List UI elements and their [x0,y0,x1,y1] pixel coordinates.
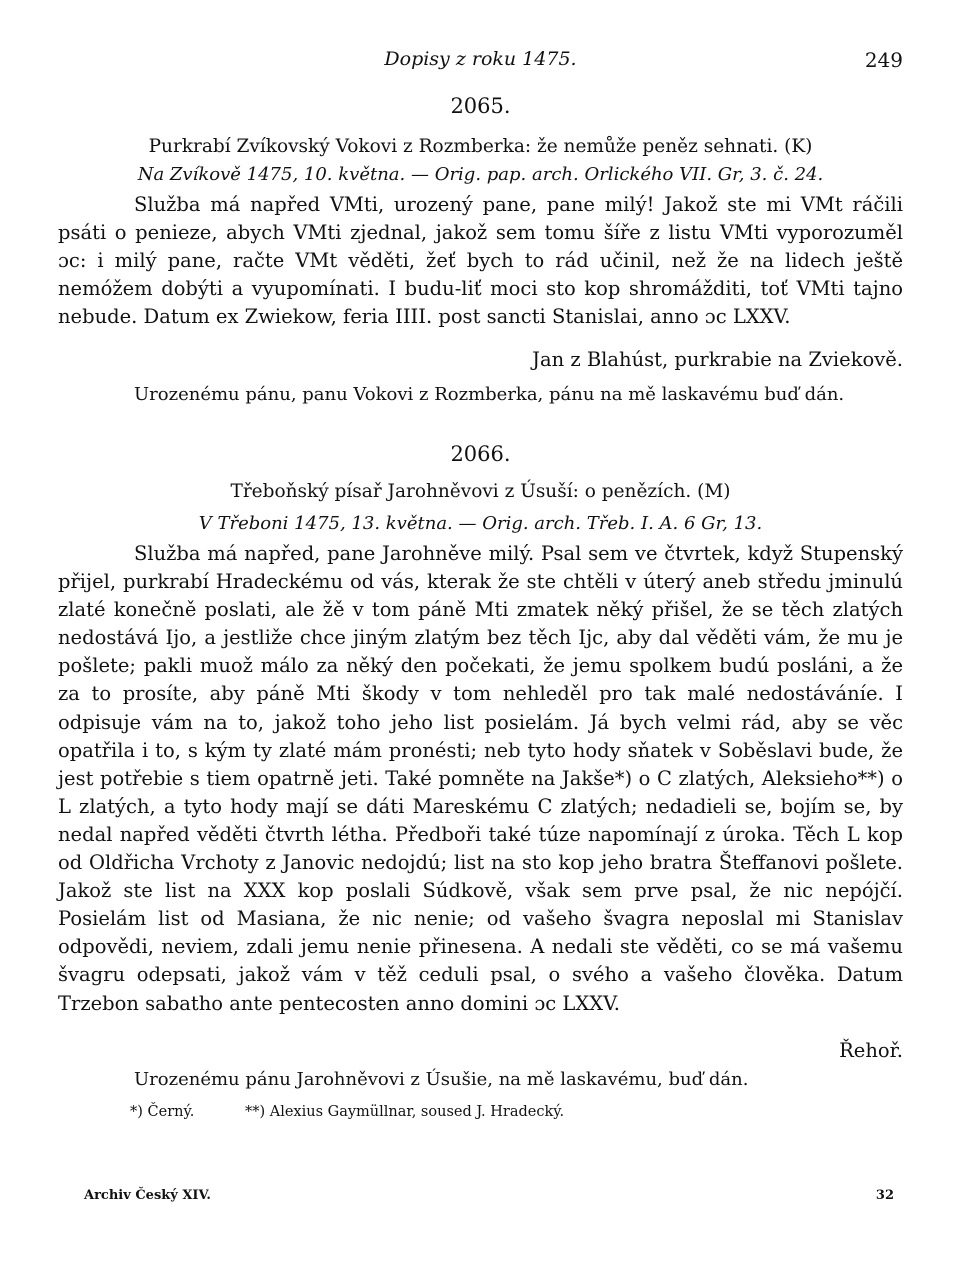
page-number: 249 [864,48,903,72]
running-title: Dopisy z roku 1475. [384,48,577,70]
footnote: *) Černý. [130,1104,195,1120]
signature-text: Archiv Český XIV. [84,1188,211,1203]
letter-source: V Třeboni 1475, 13. května. — Orig. arch. Třeb. I. A. 6 Gr, 13. [198,513,763,534]
running-head [58,48,903,78]
letter-summary: Purkrabí Zvíkovský Vokovi z Rozmberka: že nemůže peněz sehnati. (K) [148,136,813,157]
letter-body: Služba má napřed, pane Jarohněve milý. Psal sem ve čtvrtek, když Stupenský přijel, purkrabí Hradeckému od vás, kterak že ste chtěli v úterý aneb středu jminulú zlaté konečně poslati, ale žě v tom páně Mti zmatek něký přišel, že se těch zlatých nedostává Ijo, a jestliže chce jiným zlatým bez těch Ijc, aby dal věděti vám, že mu je pošlete; pakli muož málo za něký den počekati, že jemu spolkem budú posláni, a že za to prosíte, aby páně Mti škody v tom nehleděl pro tak malé nedostáváníe. I odpisuje vám na to, jakož toho jeho list posielám. Já bych velmi rád, aby se věc opatřila i to, s kým ty zlaté mám pronésti; neb tyto hody sňatek v Soběslavi bude, že jest potřebie s tiem opatrně jeti. Také pomněte na Jakše*) o C zlatých, Aleksieho**) o L zlatých, a tyto hody mají se dáti Mareskému C zlatých; nedadieli se, bojím se, by nedal napřed věděti čtvrth létha. Předboři také túze napomínají z úroka. Těch L kop od Oldřicha Vrchoty z Janovic nedojdú; list na sto kop jeho bratra Šteffanovi pošlete. Jakož ste list na XXX kop poslali Súdkově, však sem prve psal, že nic nepójčí. Posielám list od Masiana, že nic nenie; od vašeho švagra neposlal mi Stanislav odpovědi, neviem, zdali jemu nenie přinesena. A nedali ste věděti, co se má vašemu švagru odepsati, jakož vám v těž ceduli psal, o svého a vašeho člověka. Datum Trzebon sabatho ante pentecosten anno domini ɔc LXXV. [58,542,903,1015]
document-page [58,0,903,1280]
footnote: **) Alexius Gaymüllnar, soused J. Hradecký. [244,1104,565,1120]
letter-number: 2066. [450,442,511,466]
letter-summary: Třeboňský písař Jarohněvovi z Úsuší: o penězích. (M) [230,481,731,502]
letter-signature: Jan z Blahúst, purkrabie na Zviekově. [532,348,903,371]
footnotes [58,1098,960,1126]
letter-signature: Řehoř. [839,1039,903,1062]
letter-address: Urozenému pánu Jarohněvovi z Úsušie, na mě laskavému, buď dán. [134,1069,749,1090]
letter-body: Služba má napřed VMti, urozený pane, pane milý! Jakož ste mi VMt ráčili psáti o penieze, abych VMti zjednal, jakož sem tomu šíře z listu VMti vyporozuměl ɔc: i milý pane, račte VMt věděti, žeť bych to rád učinil, než že na lidech ještě nemóžem dobýti a vyupomínati. I budu-liť moci sto kop shromážditi, toť VMti tajno nebude. Datum ex Zwiekow, feria IIII. post sancti Stanislai, anno ɔc LXXV. [58,193,903,329]
letter-source: Na Zvíkově 1475, 10. května. — Orig. pap. arch. Orlického VII. Gr, 3. č. 24. [137,164,824,185]
letter-number: 2065. [450,94,511,118]
sheet-signature [84,1188,894,1203]
letter-address: Urozenému pánu, panu Vokovi z Rozmberka, pánu na mě laskavému buď dán. [134,384,845,405]
signature-number: 32 [875,1188,894,1203]
